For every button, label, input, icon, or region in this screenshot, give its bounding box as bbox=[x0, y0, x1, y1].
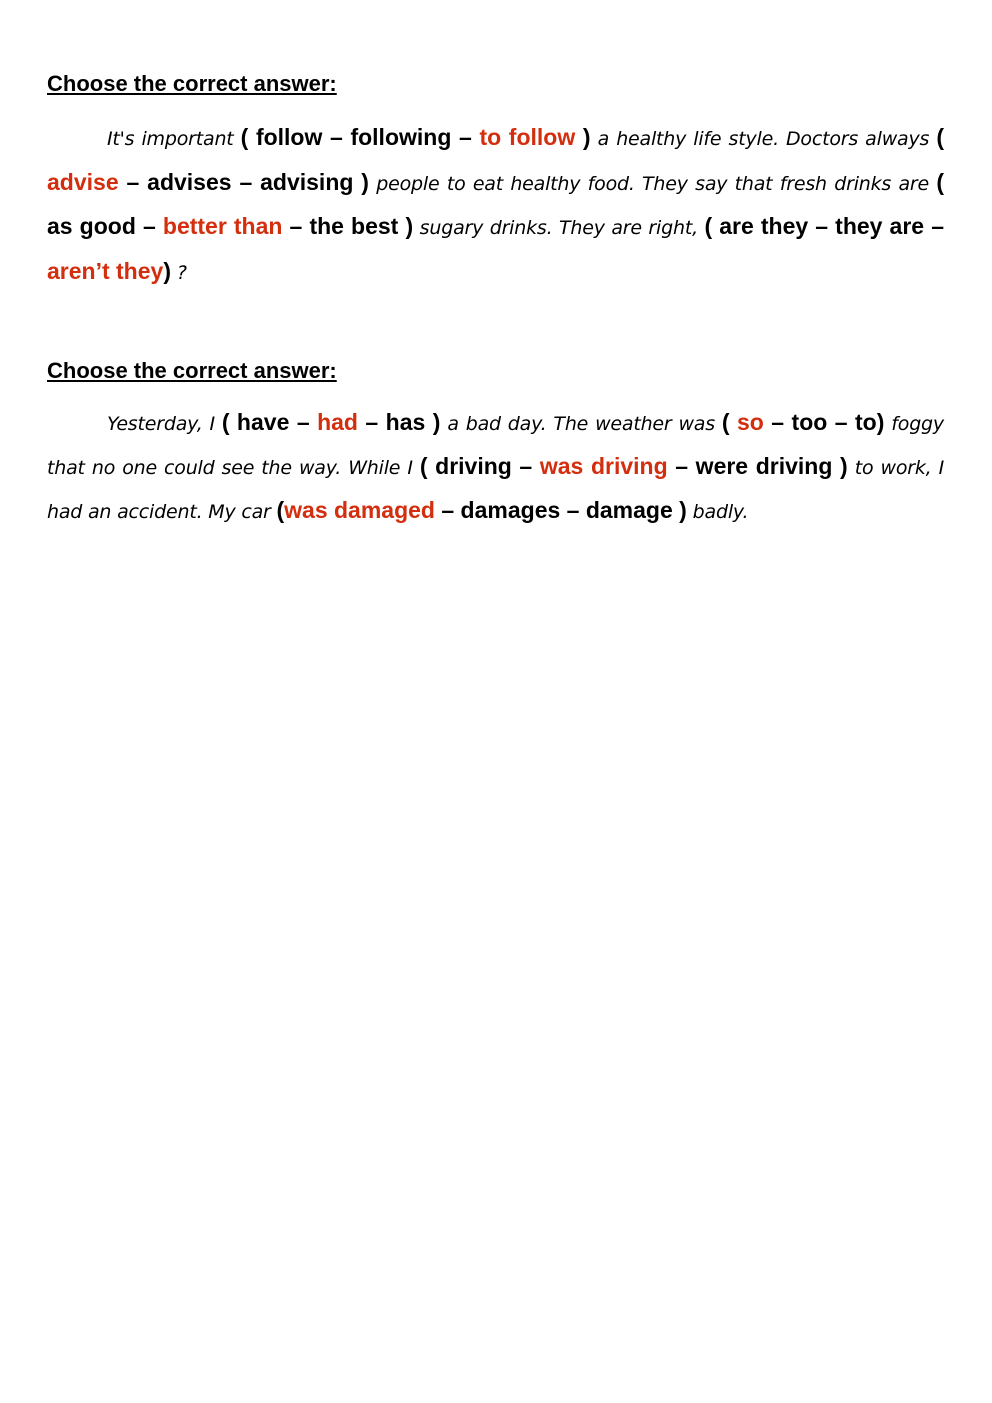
sentence-text: people to eat healthy food. They say that fresh drinks are bbox=[368, 172, 937, 195]
sentence-text: to work, I had an accident. My car bbox=[47, 457, 945, 523]
section2-paragraph bbox=[47, 402, 944, 534]
section1-paragraph bbox=[47, 117, 944, 295]
section1-heading: Choose the correct answer: bbox=[47, 71, 337, 96]
answer-choices: ( are they – they are – bbox=[704, 213, 944, 239]
answer-choices: ( bbox=[276, 497, 285, 523]
answer-choices: ( bbox=[721, 409, 737, 435]
answer-choices: ( as good – bbox=[47, 168, 944, 239]
answer-choices: – damages – damage ) bbox=[434, 497, 687, 523]
sentence-text: Yesterday, I bbox=[107, 413, 222, 435]
correct-answer: so bbox=[736, 409, 764, 435]
answer-choices: ( follow – following – bbox=[240, 124, 480, 150]
correct-answer: better than bbox=[162, 213, 283, 239]
sentence-text: ? bbox=[171, 261, 187, 284]
section2-heading: Choose the correct answer: bbox=[47, 358, 337, 383]
answer-choices: – the best ) bbox=[282, 213, 414, 239]
correct-answer: advise bbox=[47, 168, 119, 195]
answer-choices: – too – to) bbox=[763, 409, 885, 435]
sentence-text: a healthy life style. Doctors always bbox=[590, 128, 937, 150]
answer-choices: – has ) bbox=[357, 409, 441, 435]
answer-choices: ( have – bbox=[221, 409, 318, 435]
correct-answer: was driving bbox=[539, 453, 668, 479]
answer-choices: – advises – advising ) bbox=[118, 168, 369, 195]
correct-answer: to follow bbox=[479, 124, 576, 150]
answer-choices: ) bbox=[163, 257, 171, 284]
sentence-text: badly. bbox=[686, 501, 749, 523]
correct-answer: had bbox=[317, 409, 358, 435]
sentence-text: a bad day. The weather was bbox=[440, 413, 722, 435]
answer-choices: ) bbox=[575, 124, 591, 150]
answer-choices: ( driving – bbox=[419, 453, 540, 479]
sentence-text: sugary drinks. They are right, bbox=[413, 217, 705, 239]
sentence-text: foggy that no one could see the way. While I bbox=[47, 413, 944, 479]
sentence-text: It's important bbox=[107, 128, 241, 150]
answer-choices: ( bbox=[936, 124, 944, 150]
answer-choices: – were driving ) bbox=[667, 453, 848, 479]
correct-answer: was damaged bbox=[284, 497, 435, 523]
correct-answer: aren’t they bbox=[47, 257, 164, 284]
